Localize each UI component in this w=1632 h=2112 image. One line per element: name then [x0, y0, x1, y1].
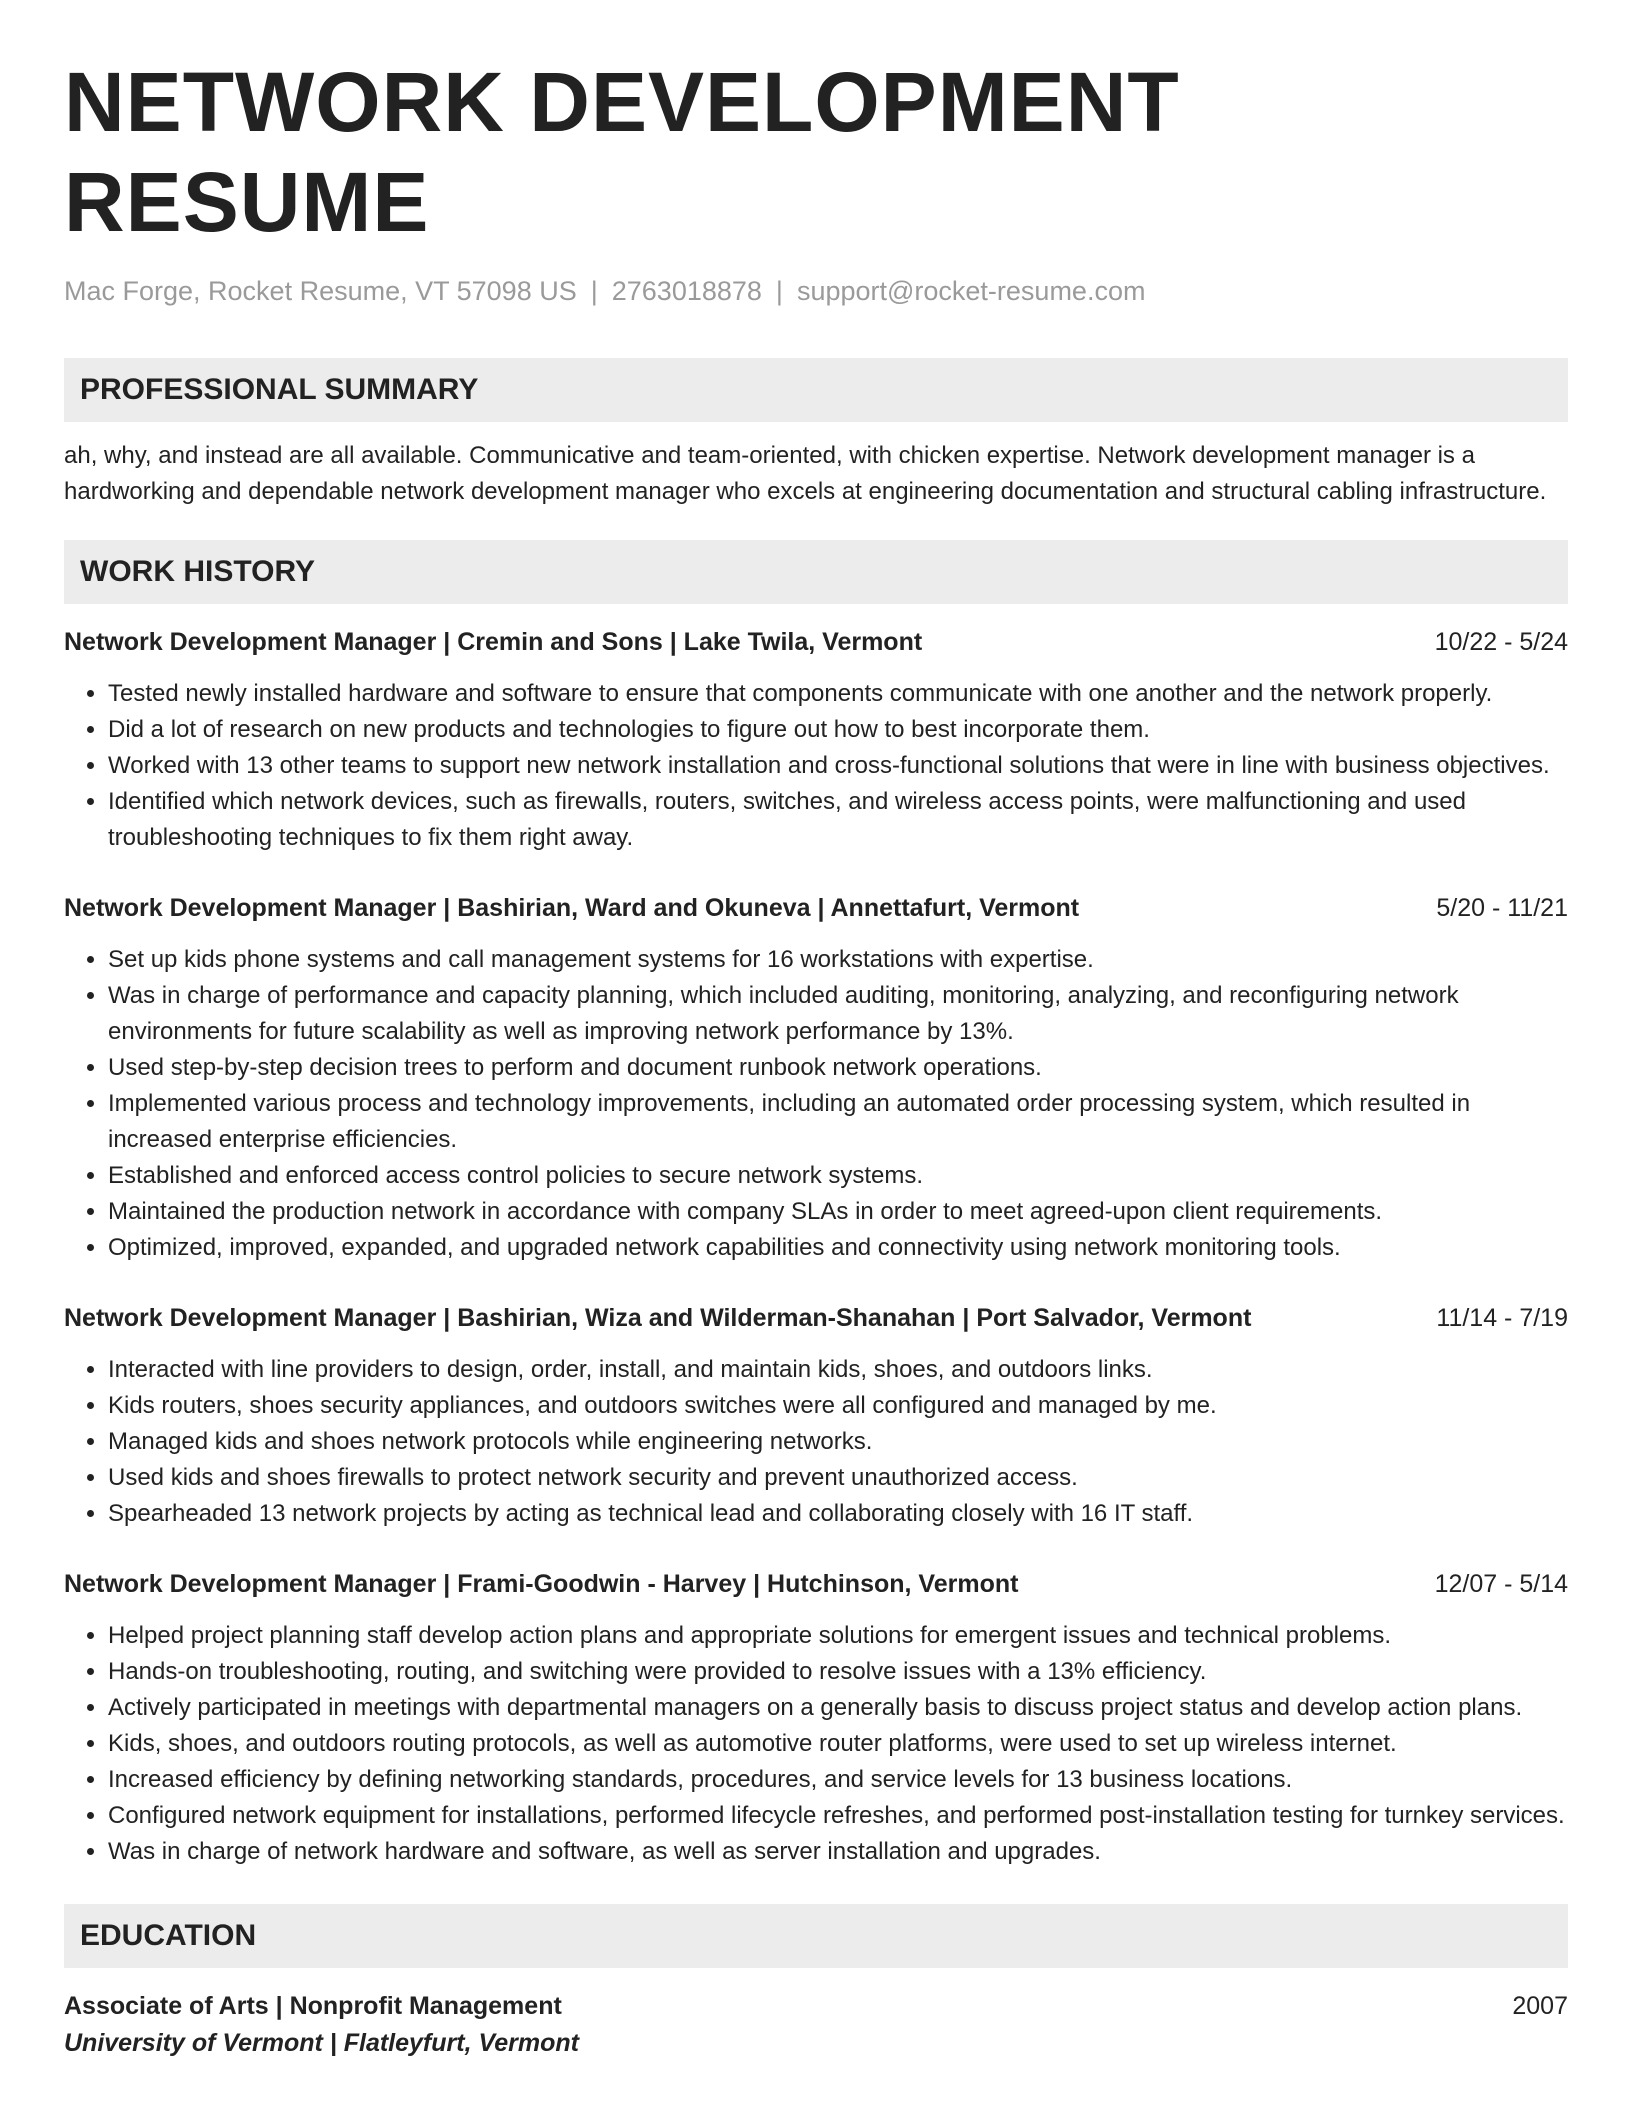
job-bullet: • Configured network equipment for installations, performed lifecycle refreshes, and performed post-installation testing for turnkey services. — [108, 1798, 1568, 1834]
section-heading-education: EDUCATION — [64, 1904, 1568, 1968]
section-heading-summary: PROFESSIONAL SUMMARY — [64, 358, 1568, 422]
job-bullet-list — [64, 676, 1568, 856]
contact-separator: | — [775, 276, 783, 306]
contact-separator: | — [590, 276, 598, 306]
contact-line — [64, 274, 1568, 308]
job-entry — [64, 1300, 1568, 1532]
contact-email: support@rocket-resume.com — [796, 276, 1146, 306]
job-bullet-list — [64, 1352, 1568, 1532]
resume-title: NETWORK DEVELOPMENT RESUME — [64, 55, 1180, 249]
job-bullet: • Was in charge of performance and capacity planning, which included auditing, monitoring, analyzing, and reconfiguring network environments for future scalability as well as improving network performance by 13%. — [108, 978, 1568, 1050]
job-bullet: • Increased efficiency by defining networking standards, procedures, and service levels for 13 business locations. — [108, 1762, 1568, 1798]
job-header — [64, 890, 1568, 926]
job-bullet: • Implemented various process and technology improvements, including an automated order processing system, which resulted in increased enterprise efficiencies. — [108, 1086, 1568, 1158]
job-bullet: • Optimized, improved, expanded, and upgraded network capabilities and connectivity using network monitoring tools. — [108, 1230, 1568, 1266]
job-header — [64, 624, 1568, 660]
job-bullet: • Kids, shoes, and outdoors routing protocols, as well as automotive router platforms, were used to set up wireless internet. — [108, 1726, 1568, 1762]
job-bullet-list — [64, 1618, 1568, 1870]
job-bullet: • Did a lot of research on new products and technologies to figure out how to best incorporate them. — [108, 712, 1568, 748]
contact-address: Mac Forge, Rocket Resume, VT 57098 US — [64, 276, 577, 306]
job-header — [64, 1566, 1568, 1602]
contact-phone: 2763018878 — [611, 276, 762, 306]
job-bullet: • Interacted with line providers to design, order, install, and maintain kids, shoes, and outdoors links. — [108, 1352, 1568, 1388]
education-header — [64, 1988, 1568, 2024]
job-dates: 11/14 - 7/19 — [1436, 1304, 1568, 1332]
job-bullet: • Used step-by-step decision trees to perform and document runbook network operations. — [108, 1050, 1568, 1086]
job-bullet: • Spearheaded 13 network projects by acting as technical lead and collaborating closely with 16 IT staff. — [108, 1496, 1568, 1532]
job-dates: 10/22 - 5/24 — [1434, 628, 1568, 656]
section-heading-work-history: WORK HISTORY — [64, 540, 1568, 604]
education-school: University of Vermont | Flatleyfurt, Vermont — [64, 2029, 579, 2057]
summary-text: ah, why, and instead are all available. Communicative and team-oriented, with chicken expertise. Network development manager is a hardworking and dependable network development manager who excels at engineering documentation and structural cabling infrastructure. — [64, 442, 1547, 505]
job-bullet-list — [64, 942, 1568, 1266]
job-bullet: • Tested newly installed hardware and software to ensure that components communicate with one another and the network properly. — [108, 676, 1568, 712]
job-bullet: • Kids routers, shoes security appliances, and outdoors switches were all configured and managed by me. — [108, 1388, 1568, 1424]
education-year: 2007 — [1512, 1992, 1568, 2020]
job-bullet: • Set up kids phone systems and call management systems for 16 workstations with expertise. — [108, 942, 1568, 978]
education-degree: Associate of Arts | Nonprofit Management — [64, 1992, 562, 2020]
job-bullet: • Helped project planning staff develop action plans and appropriate solutions for emergent issues and technical problems. — [108, 1618, 1568, 1654]
job-bullet: • Worked with 13 other teams to support new network installation and cross-functional solutions that were in line with business objectives. — [108, 748, 1568, 784]
job-title: Network Development Manager | Frami-Goodwin - Harvey | Hutchinson, Vermont — [64, 1570, 1019, 1598]
job-bullet: • Maintained the production network in accordance with company SLAs in order to meet agreed-upon client requirements. — [108, 1194, 1568, 1230]
job-entry — [64, 1566, 1568, 1870]
job-bullet: • Actively participated in meetings with departmental managers on a generally basis to discuss project status and develop action plans. — [108, 1690, 1568, 1726]
job-bullet: • Managed kids and shoes network protocols while engineering networks. — [108, 1424, 1568, 1460]
job-dates: 12/07 - 5/14 — [1434, 1570, 1568, 1598]
job-title: Network Development Manager | Bashirian, Wiza and Wilderman-Shanahan | Port Salvador, Vermont — [64, 1304, 1252, 1332]
job-bullet: • Established and enforced access control policies to secure network systems. — [108, 1158, 1568, 1194]
job-header — [64, 1300, 1568, 1336]
job-bullet: • Used kids and shoes firewalls to protect network security and prevent unauthorized access. — [108, 1460, 1568, 1496]
job-entry — [64, 890, 1568, 1266]
job-bullet: • Identified which network devices, such as firewalls, routers, switches, and wireless access points, were malfunctioning and used troubleshooting techniques to fix them right away. — [108, 784, 1568, 856]
job-bullet: • Hands-on troubleshooting, routing, and switching were provided to resolve issues with a 13% efficiency. — [108, 1654, 1568, 1690]
job-entry — [64, 624, 1568, 856]
job-dates: 5/20 - 11/21 — [1436, 894, 1568, 922]
job-title: Network Development Manager | Cremin and Sons | Lake Twila, Vermont — [64, 628, 923, 656]
job-bullet: • Was in charge of network hardware and software, as well as server installation and upgrades. — [108, 1834, 1568, 1870]
job-title: Network Development Manager | Bashirian, Ward and Okuneva | Annettafurt, Vermont — [64, 894, 1080, 922]
